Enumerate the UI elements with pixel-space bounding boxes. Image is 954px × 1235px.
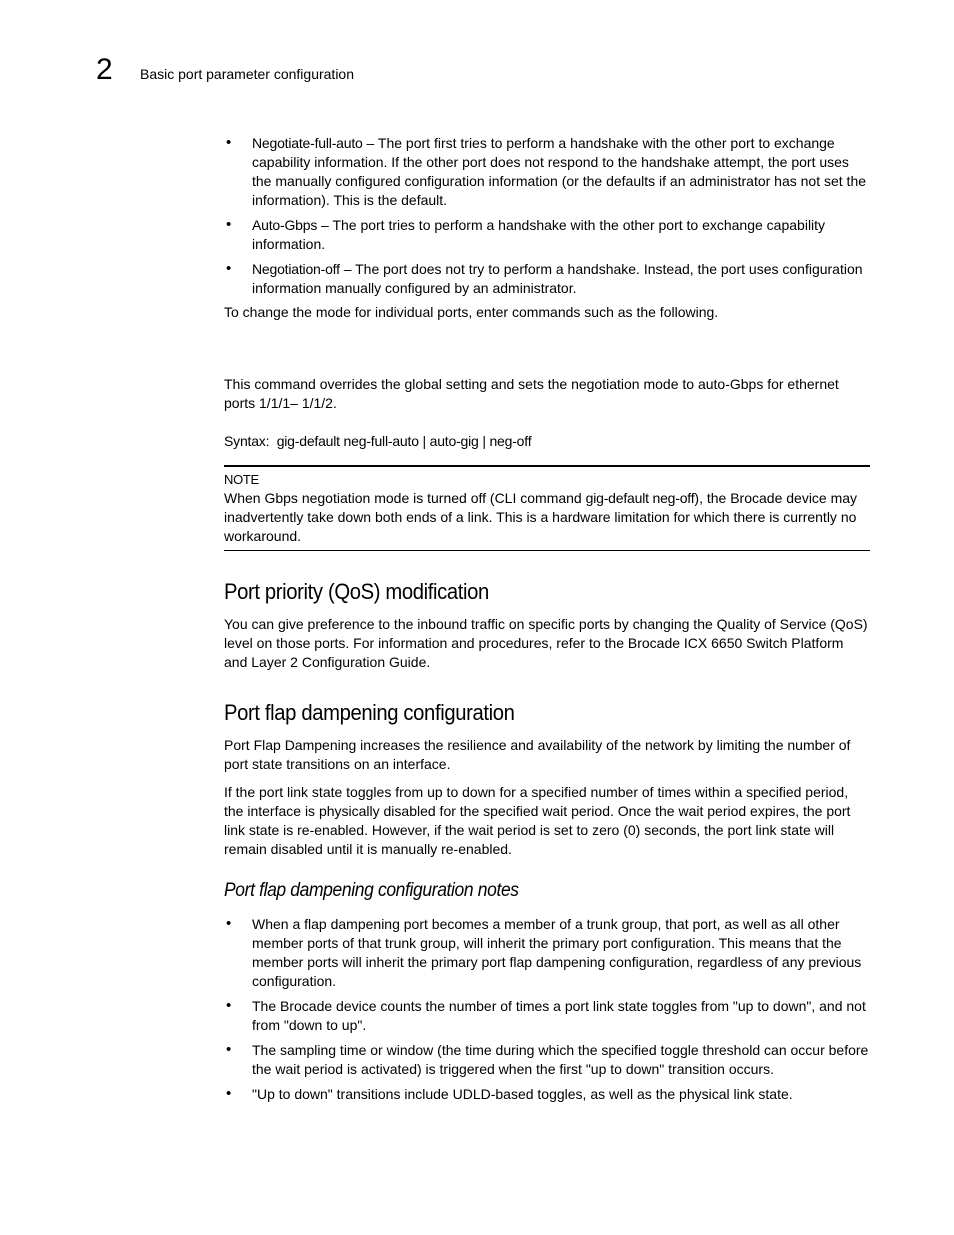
note-label: NOTE bbox=[224, 472, 259, 487]
bullet-icon: • bbox=[226, 134, 232, 151]
running-title: Basic port parameter configuration bbox=[140, 66, 354, 82]
flap-para-2: If the port link state toggles from up to down for a specified number of times within a specified period, the interface is physically disabled for the specified wait period. Once the wait period expires, the port link state is re-enabled. However, if the wait period is set to zero (0) seconds, the port link state will remain disabled until it is manually re-enabled. bbox=[224, 784, 851, 857]
syntax-separator: | bbox=[418, 433, 430, 449]
list-item bbox=[224, 915, 870, 991]
note-text-before: When Gbps negotiation mode is turned off (CLI command bbox=[224, 490, 586, 506]
note-text bbox=[224, 489, 870, 546]
note-box bbox=[224, 465, 870, 551]
flap-para-1: Port Flap Dampening increases the resilience and availability of the network by limiting the number of port state transitions on an interface. bbox=[224, 737, 851, 772]
list-item-term: Negotiate-full-auto bbox=[252, 135, 363, 151]
syntax-option: auto-gig bbox=[429, 433, 479, 449]
bullet-icon: • bbox=[226, 1085, 232, 1102]
mode-list bbox=[224, 134, 870, 298]
notes-list bbox=[224, 915, 870, 1104]
note-command: gig-default neg-off bbox=[585, 490, 695, 506]
qos-body: You can give preference to the inbound traffic on specific ports by changing the Quality of Service (QoS) level on those ports. For information and procedures, refer to the Brocade ICX 6650 Switch Platform and Layer 2 Configuration Guide. bbox=[224, 616, 868, 670]
list-item bbox=[224, 134, 870, 210]
list-item-text: – The port tries to perform a handshake with the other port to exchange capability information. bbox=[252, 217, 826, 252]
chapter-number: 2 bbox=[96, 53, 113, 86]
list-item bbox=[224, 1085, 870, 1104]
change-mode-intro: To change the mode for individual ports, enter commands such as the following. bbox=[224, 304, 719, 320]
list-item-text: – The port first tries to perform a handshake with the other port to exchange capability information. If the other port does not respond to the handshake attempt, the port uses the manually configured configuration information (or the defaults if an administrator has not set the information). This is the default. bbox=[252, 135, 867, 208]
list-item bbox=[224, 997, 870, 1035]
syntax-line bbox=[224, 432, 870, 451]
section-heading-qos: Port priority (QoS) modification bbox=[224, 579, 489, 604]
section-heading-flap: Port flap dampening configuration bbox=[224, 700, 515, 725]
list-item-term: Negotiation-off bbox=[252, 261, 340, 277]
list-item bbox=[224, 1041, 870, 1079]
list-item bbox=[224, 260, 870, 298]
page-content bbox=[224, 134, 870, 1104]
list-item-text: "Up to down" transitions include UDLD-based toggles, as well as the physical link state. bbox=[252, 1086, 793, 1102]
list-item-text: The Brocade device counts the number of times a port link state toggles from "up to down", and not from "down to up". bbox=[252, 998, 866, 1033]
bullet-icon: • bbox=[226, 260, 232, 277]
list-item-text: – The port does not try to perform a handshake. Instead, the port uses configuration information manually configured by an administrator. bbox=[252, 261, 863, 296]
list-item-text: When a flap dampening port becomes a member of a trunk group, that port, as well as all other member ports of that trunk group, will inherit the primary port configuration. This means that the member ports will inherit the primary port flap dampening configuration, regardless of any previous configuration. bbox=[252, 916, 862, 989]
bullet-icon: • bbox=[226, 997, 232, 1014]
list-item-text: The sampling time or window (the time during which the specified toggle threshold can occur before the wait period is activated) is triggered when the first "up to down" transition occurs. bbox=[252, 1042, 869, 1077]
syntax-option: neg-off bbox=[489, 433, 532, 449]
syntax-separator: | bbox=[478, 433, 490, 449]
bullet-icon: • bbox=[226, 216, 232, 233]
syntax-command: gig-default neg-full-auto bbox=[276, 433, 419, 449]
override-text: This command overrides the global setting and sets the negotiation mode to auto-Gbps for ethernet ports 1/1/1– 1/1/2. bbox=[224, 376, 839, 411]
note-text-after: ), the Brocade device may inadvertently take down both ends of a link. This is a hardware limitation for which there is currently no workaround. bbox=[224, 490, 858, 544]
bullet-icon: • bbox=[226, 1041, 232, 1058]
list-item bbox=[224, 216, 870, 254]
list-item-term: Auto-Gbps bbox=[252, 217, 318, 233]
bullet-icon: • bbox=[226, 915, 232, 932]
syntax-label: Syntax: bbox=[224, 433, 270, 449]
subsection-heading-notes: Port flap dampening configuration notes bbox=[224, 880, 519, 901]
